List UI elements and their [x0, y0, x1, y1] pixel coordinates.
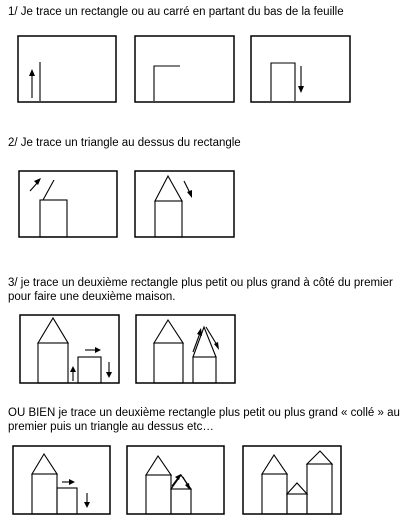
step-4-instruction: OU BIEN je trace un deuxième rectangle plus petit ou plus grand « collé » au premier puis un triangle au dessus etc… [8, 407, 400, 433]
step-2-instruction: 2/ Je trace un triangle au dessus du rectangle [8, 137, 241, 149]
step-2-drawing-1 [19, 171, 117, 237]
step-1-drawing-3 [251, 36, 350, 102]
step-4-drawing-3 [243, 446, 341, 514]
step-1-drawing-1 [18, 36, 116, 102]
step-4-drawing-1 [13, 446, 110, 514]
step-1-instruction: 1/ Je trace un rectangle ou au carré en partant du bas de la feuille [8, 6, 344, 18]
step-2-drawing-2 [135, 171, 234, 237]
step-1-drawing-2 [135, 36, 234, 102]
step-3-drawing-1 [20, 315, 119, 383]
step-3-instruction: 3/ je trace un deuxième rectangle plus petit ou plus grand à côté du premier pour faire une deuxième maison. [8, 277, 393, 303]
step-3-drawing-2 [136, 315, 235, 383]
step-4-drawing-2 [127, 446, 224, 514]
